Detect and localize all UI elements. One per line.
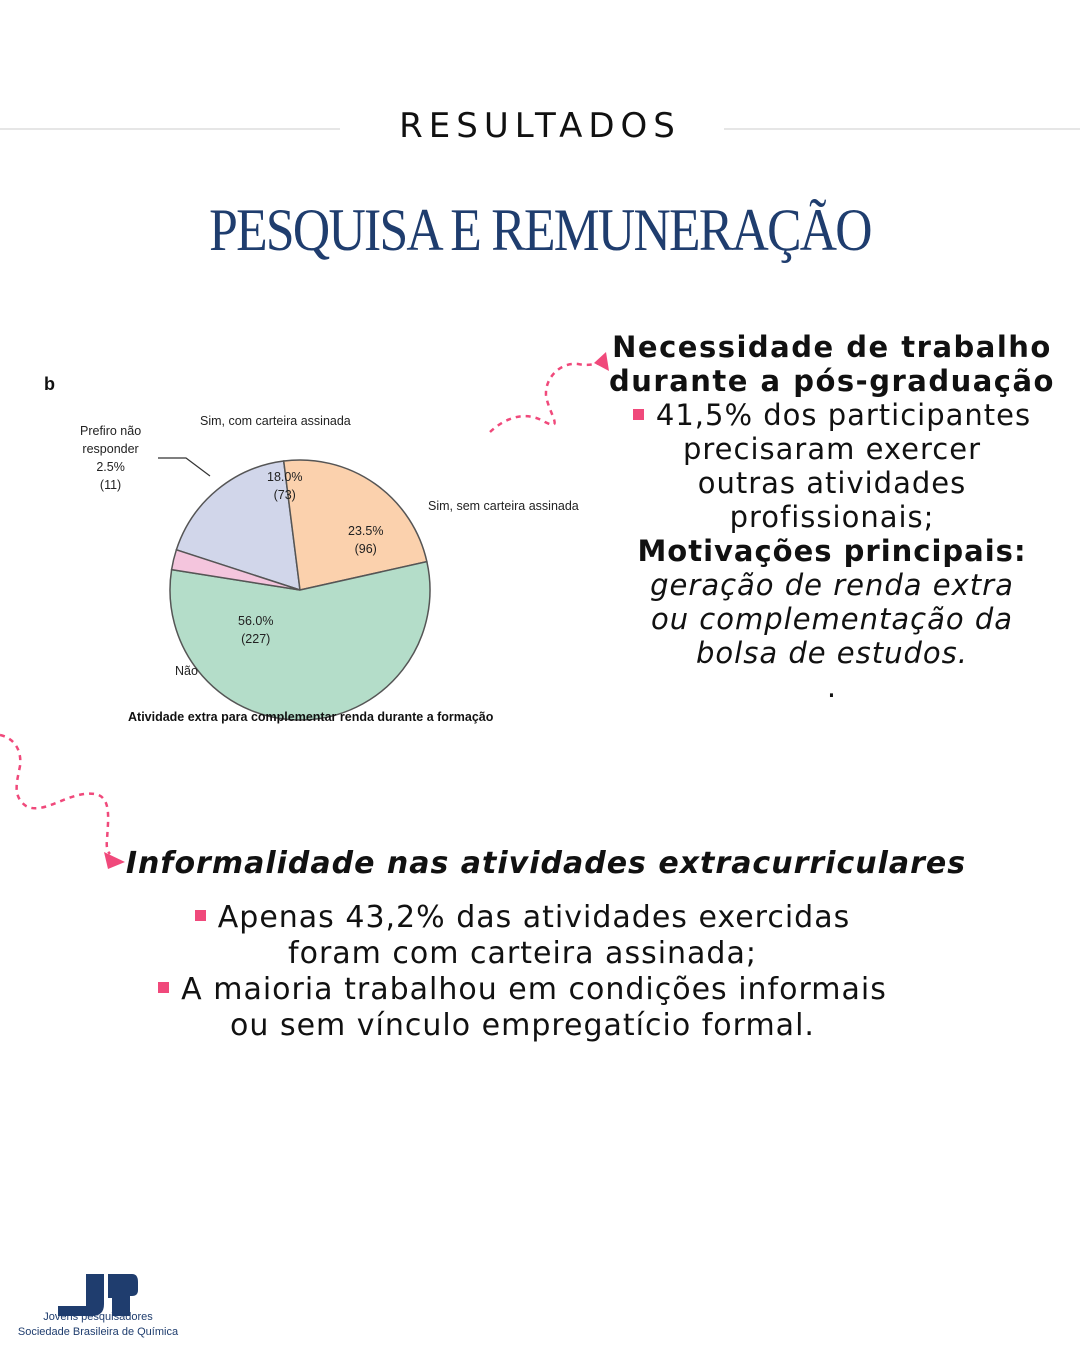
slice-value-nao: 56.0% (227) xyxy=(238,614,274,646)
pink-square-bullet-icon xyxy=(633,409,644,420)
slice-value-sim-sem: 23.5% (96) xyxy=(348,524,384,556)
page-title: PESQUISA E REMUNERAÇÃO xyxy=(209,197,871,263)
informalidade-heading: Informalidade nas atividades extracurriculares xyxy=(125,846,967,881)
informalidade-text-line: ou sem vínculo empregatício formal. xyxy=(230,1008,815,1043)
pink-square-bullet-icon xyxy=(158,982,169,993)
logo-caption: Jovens pesquisadores Sociedade Brasileira de Química xyxy=(17,1311,179,1338)
motivacoes-text-line: bolsa de estudos. xyxy=(696,636,968,670)
motivacoes-text-line: geração de renda extra xyxy=(650,568,1014,602)
slice-value-sim-com: 18.0% (73) xyxy=(267,470,303,502)
motivacoes-label: Motivações principais: xyxy=(637,534,1027,568)
pink-square-bullet-icon xyxy=(195,910,206,921)
slice-label-sim-sem: Sim, sem carteira assinada xyxy=(428,499,579,513)
necessidade-text-line: profissionais; xyxy=(729,500,935,534)
informalidade-item-1: Apenas 43,2% das atividades exercidas xyxy=(0,900,1045,936)
necessidade-heading-line2: durante a pós-graduação xyxy=(609,364,1055,398)
motivacoes-text-line: ou complementação da xyxy=(650,602,1014,636)
slice-label-prefiro: Prefiro não responder 2.5% (11) xyxy=(80,424,142,492)
informalidade-block xyxy=(0,900,1045,1044)
slice-label-nao: Não xyxy=(175,664,198,678)
end-mark: . xyxy=(826,670,838,704)
pie-chart xyxy=(30,368,610,738)
slice-label-sim-com: Sim, com carteira assinada xyxy=(200,414,351,428)
necessidade-block xyxy=(608,330,1056,704)
necessidade-heading-line1: Necessidade de trabalho xyxy=(612,330,1052,364)
necessidade-text-line: precisaram exercer xyxy=(682,432,982,466)
chart-caption: Atividade extra para complementar renda durante a formação xyxy=(128,710,494,724)
necessidade-bullet-item: 41,5% dos participantes xyxy=(608,398,1056,432)
informalidade-text-line: foram com carteira assinada; xyxy=(288,936,757,971)
informalidade-item-2: A maioria trabalhou em condições informais xyxy=(0,972,1045,1008)
chart-panel-label: b xyxy=(44,374,55,394)
section-kicker: RESULTADOS xyxy=(399,106,681,146)
prefiro-leader-line xyxy=(158,458,210,476)
necessidade-text-line: outras atividades xyxy=(697,466,967,500)
